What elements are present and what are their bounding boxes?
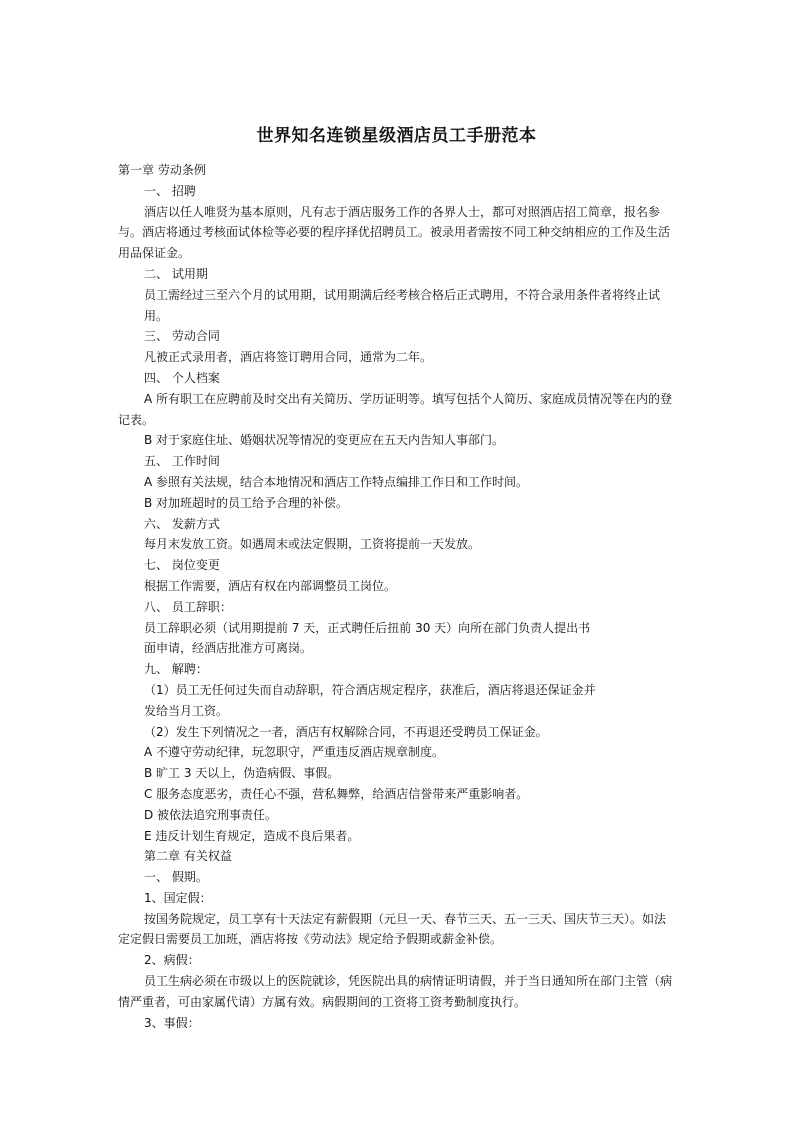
paragraph: B 对加班超时的员工给予合理的补偿。 xyxy=(144,495,349,510)
list-item: E 违反计划生育规定，造成不良后果者。 xyxy=(144,828,360,843)
paragraph: 员工需经过三至六个月的试用期，试用期满后经考核合格后正式聘用，不符合录用条件者将终止试用。 xyxy=(144,287,661,323)
section-heading: 二、 试用期 xyxy=(144,266,208,281)
paragraph: B 对于家庭住址、婚姻状况等情况的变更应在五天内告知人事部门。 xyxy=(144,433,505,448)
list-item: B 旷工 3 天以上，伪造病假、事假。 xyxy=(144,766,340,781)
subsection-heading: 2、病假： xyxy=(144,953,200,968)
section-heading: 九、 解聘： xyxy=(144,662,208,677)
paragraph: （2）发生下列情况之一者，酒店有权解除合同，不再退还受聘员工保证金。 xyxy=(144,724,548,739)
section-heading: 八、 员工辞职： xyxy=(144,599,232,614)
list-item: C 服务态度恶劣，责任心不强，营私舞弊，给酒店信誉带来严重影响者。 xyxy=(144,786,529,801)
document-body xyxy=(118,160,676,1033)
paragraph: 员工生病必须在市级以上的医院就诊，凭医院出具的病情证明请假，并于当日通知所在部门主管（病情严重者，可由家属代请）方属有效。病假期间的工资将工资考勤制度执行。 xyxy=(118,974,673,1009)
list-item: A 不遵守劳动纪律，玩忽职守，严重违反酒店规章制度。 xyxy=(144,745,445,760)
paragraph: （1）员工无任何过失而自动辞职，符合酒店规定程序，获准后，酒店将退还保证金并 xyxy=(144,682,596,697)
chapter-heading: 第二章 有关权益 xyxy=(144,849,232,864)
document-title: 世界知名连锁星级酒店员工手册范本 xyxy=(256,126,537,146)
section-heading: 六、 发薪方式 xyxy=(144,516,220,531)
section-heading: 一、 招聘 xyxy=(144,183,196,198)
paragraph: 酒店以任人唯贤为基本原则，凡有志于酒店服务工作的各界人士，都可对照酒店招工简章，报名参与。酒店将通过考核面试体检等必要的程序择优招聘员工。被录用者需按不同工种交纳相应的工作及生活用品保证金。 xyxy=(118,204,671,261)
section-heading: 四、 个人档案 xyxy=(144,370,220,385)
section-heading: 五、 工作时间 xyxy=(144,454,220,469)
paragraph: 每月末发放工资。如遇周末或法定假期，工资将提前一天发放。 xyxy=(144,537,481,552)
list-item: D 被依法追究刑事责任。 xyxy=(144,807,278,822)
paragraph: 面申请，经酒店批准方可离岗。 xyxy=(144,641,313,656)
section-heading: 三、 劳动合同 xyxy=(144,329,220,344)
paragraph: 员工辞职必须（试用期提前 7 天，正式聘任后扭前 30 天）向所在部门负责人提出书 xyxy=(144,620,591,635)
section-heading: 七、 岗位变更 xyxy=(144,558,220,573)
paragraph: A 参照有关法规，结合本地情况和酒店工作特点编排工作日和工作时间。 xyxy=(144,474,529,489)
paragraph: A 所有职工在应聘前及时交出有关简历、学历证明等。填写包括个人简历、家庭成员情况等在内的登记表。 xyxy=(118,391,673,427)
section-heading: 一、 假期。 xyxy=(144,870,208,885)
paragraph: 凡被正式录用者，酒店将签订聘用合同，通常为二年。 xyxy=(144,350,433,365)
paragraph: 根据工作需要，酒店有权在内部调整员工岗位。 xyxy=(144,578,397,593)
subsection-heading: 1、国定假： xyxy=(144,890,212,905)
paragraph: 按国务院规定，员工享有十天法定有薪假期（元旦一天、春节三天、五一三天、国庆节三天）。如法定定假日需要员工加班，酒店将按《劳动法》规定给予假期或薪金补偿。 xyxy=(118,911,667,947)
subsection-heading: 3、事假： xyxy=(144,1015,200,1030)
chapter-heading: 第一章 劳动条例 xyxy=(118,163,206,177)
paragraph: 发给当月工资。 xyxy=(144,703,229,718)
